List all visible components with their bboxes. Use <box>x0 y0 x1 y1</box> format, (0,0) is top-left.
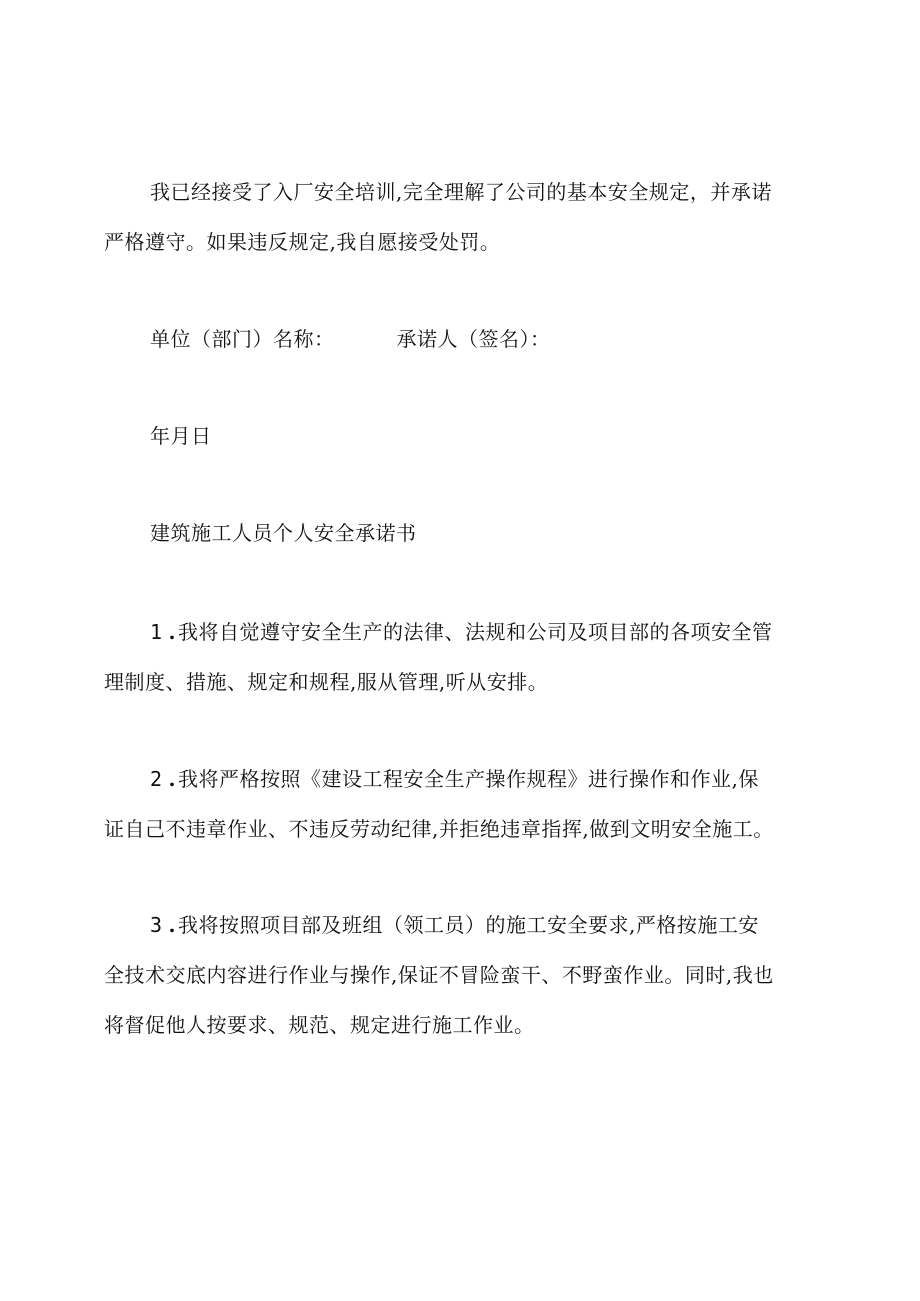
intro-line-1: 我已经接受了入厂安全培训,完全理解了公司的基本安全规定，并承诺 <box>150 180 772 204</box>
item-2-line-2: 证自己不违章作业、不违反劳动纪律,并拒绝违章指挥,做到文明安全施工。 <box>104 817 774 841</box>
item-2-number: 2 <box>150 767 163 791</box>
item-3-dot: . <box>168 913 177 937</box>
item-2-text-1: 我将严格按照《建设工程安全生产操作规程》进行操作和作业,保 <box>178 767 759 791</box>
item-1-number: 1 <box>150 620 163 644</box>
item-3-line-3: 将督促他人按要求、规范、规定进行施工作业。 <box>104 1013 535 1037</box>
item-3-line-1 <box>150 911 759 939</box>
date-label: 年月日 <box>150 424 212 448</box>
item-3-number: 3 <box>150 913 163 937</box>
item-1-text-1: 我将自觉遵守安全生产的法律、法规和公司及项目部的各项安全管 <box>178 620 773 644</box>
document-title: 建筑施工人员个人安全承诺书 <box>150 521 417 545</box>
item-1-line-2: 理制度、措施、规定和规程,服从管理,听从安排。 <box>104 670 549 694</box>
item-1-dot: . <box>168 620 177 644</box>
item-2-line-1 <box>150 765 759 793</box>
signature-line <box>150 325 551 353</box>
promisor-label: 承诺人（签名）： <box>396 327 551 351</box>
item-3-text-1: 我将按照项目部及班组（领工员）的施工安全要求,严格按施工安 <box>178 913 759 937</box>
intro-line-2: 严格遵守。如果违反规定,我自愿接受处罚。 <box>104 230 501 254</box>
item-2-dot: . <box>168 767 177 791</box>
item-1-line-1 <box>150 618 773 646</box>
item-3-line-2: 全技术交底内容进行作业与操作,保证不冒险蛮干、不野蛮作业。同时,我也 <box>104 963 774 987</box>
unit-label: 单位（部门）名称： <box>150 327 335 351</box>
